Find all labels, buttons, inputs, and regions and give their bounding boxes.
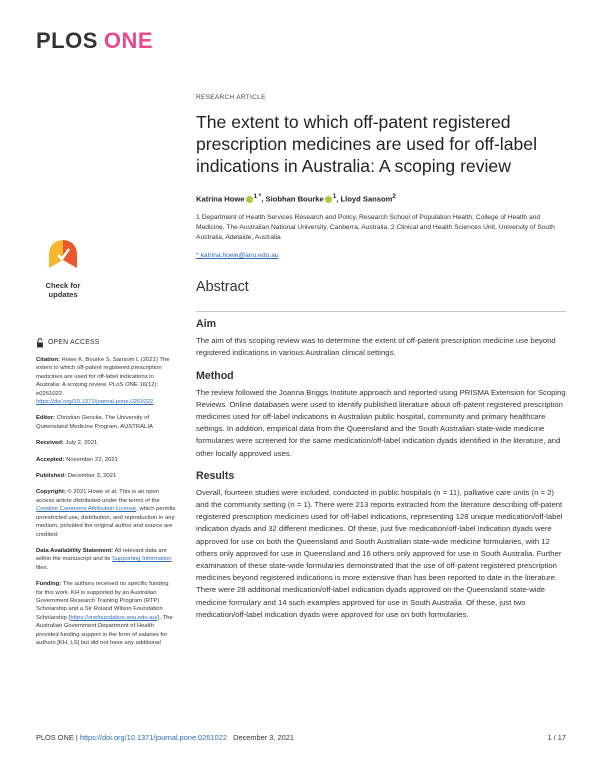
received-date: Received: July 2, 2021 <box>36 440 98 447</box>
funding-link[interactable]: https://srwfoundation.anu.edu.au/ <box>70 614 158 621</box>
corresponding-email <box>196 252 566 259</box>
section-text: Overall, fourteen studies were included, conducted in public hospitals (n = 11), palliative care units (n = 2) and the community setting (n = 1). There were 213 reports extracted from the literature describing off-patent registered prescription medicines used for off-label indications, representing 128 unique medication/off-label indication dyads and 32 different medicines. Of these, just five medication/off-label indication dyads were approved for use on both the Queensland and South Australian state-wide medicine formularies, with 12 others only approved for use in Queensland and 16 others only approved for use in South Australia. Further examination of these state-wide formularies demonstrated that the use of off-patent registered prescription medicines beyond registered indications is more extensive than has been reported to date in the literature. There were 28 additional medication/off-label indication dyads approved on the Queensland state-wide medicine formulary and 14 such examples approved for use in South Australia. Of these, just two medication/off-label indication dyads were approved for use on both formularies. <box>196 487 563 619</box>
logo-plos: PLOS <box>36 28 98 53</box>
supporting-information-link[interactable]: Supporting Information <box>111 556 172 563</box>
citation: Citation: Howe K, Bourke S, Sansom L (2021) The extent to which off-patent registered prescription medicines are used for off-label indications in Australia: A scoping review. PLoS ONE 16(12): e0261022. https://doi.org/10.1371/journal.pone.0261022 <box>36 357 170 406</box>
check-for-updates-icon <box>46 238 80 274</box>
funding: Funding: The authors received no specific funding for this work. KH is supported by an Australian Government Research Training Program (RTP) Scholarship and a Sir Roland Wilson Foundation Scholarship (https://srwfoundation.anu.edu.au/). The Australian Government Department of Health provided funding support in the form of salaries for authors [KH, LS] but did not have any additional <box>36 581 173 646</box>
section-text: The aim of this scoping review was to determine the extent of off-patent prescription medicine use beyond registered indications in various Australian clinical settings. <box>196 336 556 358</box>
page-footer <box>36 733 566 742</box>
journal-logo <box>36 30 153 52</box>
abstract-section-results <box>196 470 566 621</box>
abstract-heading: Abstract <box>196 279 249 296</box>
check-for-updates-label: Check for updates <box>45 281 81 299</box>
article-type: RESEARCH ARTICLE <box>196 94 266 101</box>
footer-left: PLOS ONE | https://doi.org/10.1371/journal.pone.0261022 December 3, 2021 <box>36 733 294 742</box>
abstract-section-method <box>196 370 566 460</box>
logo-one: ONE <box>103 28 154 53</box>
footer-doi-link[interactable]: https://doi.org/10.1371/journal.pone.0261022 <box>79 733 227 742</box>
data-availability: Data Availability Statement: All relevant data are within the manuscript and its Supporting Information files. <box>36 547 172 571</box>
orcid-icon[interactable] <box>246 196 253 203</box>
published-date: Published: December 3, 2021 <box>36 473 117 480</box>
footer-journal: PLOS ONE <box>36 733 74 742</box>
affiliations: 1 Department of Health Services Research and Policy, Research School of Population Health, College of Health and Medicine, The Australian National University, Canberra, Australia, 2 Clinical and Health Sciences Unit, University of South Australia, Adelaide, Australia <box>196 213 555 241</box>
author-list: Katrina Howe $^{1 *}$, Siobhan Bourke $^1$, Lloyd Sansom$^2$ <box>196 193 396 204</box>
accepted-date: Accepted: November 22, 2021 <box>36 456 118 463</box>
orcid-icon[interactable] <box>325 196 332 203</box>
editor: Editor: Christian Gericke, The University of Queensland Medicine Program, AUSTRALIA <box>36 415 153 430</box>
open-lock-icon <box>36 338 44 348</box>
author-name: Lloyd Sansom <box>340 194 393 204</box>
copyright: Copyright: © 2021 Howe et al. This is an open access article distributed under the terms of the Creative Commons Attribution License, which permits unrestricted use, distribution, and reproduction in any medium, provided the original author and source are credited. <box>36 489 176 538</box>
footer-date: December 3, 2021 <box>233 733 294 742</box>
check-for-updates-badge[interactable] <box>37 238 89 299</box>
abstract-divider <box>196 311 566 312</box>
article-title: The extent to which off-patent registered prescription medicines are used for off-label indications in Australia: A scoping review <box>196 112 537 176</box>
section-heading: Aim <box>196 318 217 331</box>
open-access-row <box>36 338 176 348</box>
email-link[interactable]: * katrina.howe@anu.edu.au <box>196 252 279 260</box>
section-heading: Method <box>196 369 234 382</box>
citation-doi-link[interactable]: https://doi.org/10.1371/journal.pone.0261022 <box>36 399 154 406</box>
license-link[interactable]: Creative Commons Attribution License <box>36 506 137 513</box>
page-number: 1 / 17 <box>547 733 566 742</box>
section-heading: Results <box>196 469 235 482</box>
section-text: The review followed the Joanna Briggs Institute approach and reported using PRISMA Extension for Scoping Reviews. Online databases were used to identify published literature about off-patent registered prescription medicines used for off-label indications in Australian public hospital, community and primary healthcare settings. In addition, empirical data from the Queensland and the South Australian state-wide medicine formularies were screened for the same medication/off-label indication dyads identified in the literature, and other locally approved uses. <box>196 387 566 458</box>
article-main <box>196 94 566 621</box>
abstract-section-aim <box>196 318 566 359</box>
article-sidebar <box>36 338 176 647</box>
author-name: Katrina Howe <box>196 194 245 204</box>
open-access-label: OPEN ACCESS <box>48 338 100 346</box>
author-name: Siobhan Bourke <box>265 194 324 204</box>
